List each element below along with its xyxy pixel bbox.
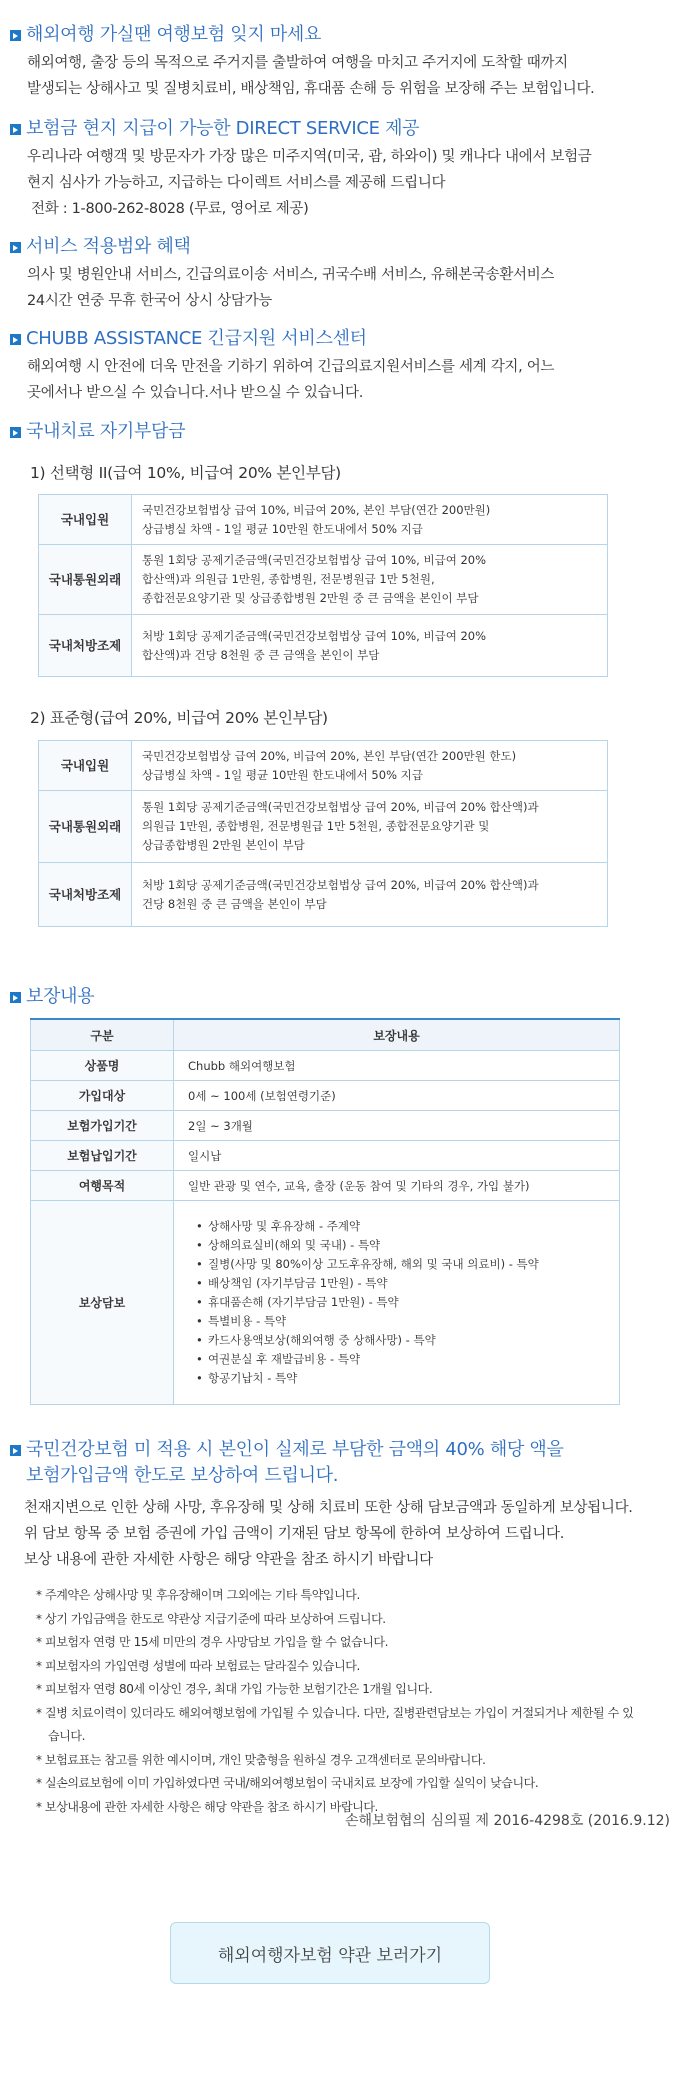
table-row: 국내통원외래 통원 1회당 공제기준금액(국민건강보험법상 급여 10%, 비급여 20% 합산액)과 의원급 1만원, 종합병원, 전문병원급 1만 5천원, 종합전문요양기관 및 상급종합병원 2만원 중 큰 금액을 본인이 부담 [39,545,608,615]
section-title: 보험금 현지 지급이 가능한 DIRECT SERVICE 제공 [10,116,675,142]
list-item: • 휴대품손해 (자기부담금 1만원) - 특약 [208,1293,605,1312]
plan-option-2-table [38,494,608,677]
table-row: 가입대상 0세 ~ 100세 (보험연령기준) [31,1081,620,1111]
plan-option-2-title: 1) 선택형 II(급여 10%, 비급여 20% 본인부담) [30,464,341,482]
section-title: 국민건강보험 미 적용 시 본인이 실제로 부담한 금액의 40% 해당 액을 [10,1437,675,1463]
note-item: * 피보험자 연령 80세 이상인 경우, 최대 가입 가능한 보험기간은 1개월 입니다. [36,1682,433,1696]
note-item: * 보험료표는 참고를 위한 예시이며, 개인 맞춤형을 원하실 경우 고객센터로 문의바랍니다. [36,1752,486,1767]
bullet-arrow-icon [10,30,21,41]
coverage-table [30,1018,620,1405]
section-title: 서비스 적용범와 혜택 [10,234,675,260]
section-travel-insurance [10,22,675,102]
note-item: * 피보험자의 가입연령 성별에 따라 보험료는 달라질수 있습니다. [36,1658,360,1673]
table-row: 보험가입기간 2일 ~ 3개월 [31,1111,620,1141]
note-item: * 보상내용에 관한 자세한 사항은 해당 약관을 참조 하시기 바랍니다. [36,1799,378,1814]
plan-standard-title: 2) 표준형(급여 20%, 비급여 20% 본인부담) [30,709,328,727]
note-item: * 실손의료보험에 이미 가입하였다면 국내/해외여행보험이 국내치료 보장에 가입할 실익이 낮습니다. [36,1776,539,1790]
table-row: 상품명 Chubb 해외여행보험 [31,1051,620,1081]
table-row: 국내처방조제 처방 1회당 공제기준금액(국민건강보험법상 급여 20%, 비급여 20% 합산액)과 건당 8천원 중 큰 금액을 본인이 부담 [39,863,608,927]
section-coverage [10,984,675,1010]
bullet-arrow-icon [10,334,21,345]
section-service-scope [10,234,675,314]
list-item: • 상해의료실비(해외 및 국내) - 특약 [208,1236,605,1255]
table-row: 여행목적 일반 관광 및 연수, 교육, 출장 (운동 참여 및 기타의 경우, 가입 불가) [31,1171,620,1201]
table-row: 보험납입기간 일시납 [31,1141,620,1171]
list-item: • 카드사용액보상(해외여행 중 상해사망) - 특약 [208,1331,605,1350]
deliberation-number: 손해보험협의 심의필 제 2016-4298호 (2016.9.12) [344,1813,670,1829]
list-item: • 특별비용 - 특약 [208,1312,605,1331]
bullet-arrow-icon [10,992,21,1003]
note-item: * 상기 가입금액을 한도로 약관상 지급기준에 따라 보상하여 드립니다. [36,1611,386,1626]
list-item: • 상해사망 및 후유장해 - 주계약 [208,1217,605,1236]
coverage-list [188,1217,605,1388]
list-item: • 배상책임 (자기부담금 1만원) - 특약 [208,1274,605,1293]
bullet-arrow-icon [10,1445,21,1456]
table-header-row: 구분 보장내용 [31,1019,620,1051]
section-chubb-assistance [10,326,675,406]
section-domestic-deductible [10,419,675,445]
view-terms-button[interactable]: 해외여행자보험 약관 보러가기 [170,1922,490,1984]
table-row: 국내통원외래 통원 1회당 공제기준금액(국민건강보험법상 급여 20%, 비급여 20% 합산액)과 의원급 1만원, 종합병원, 전문병원급 1만 5천원, 종합전문요양기관 및 상급종합병원 2만원 본인이 부담 [39,791,608,863]
phone-number: 전화 : 1-800-262-8028 (무료, 영어로 제공) [31,201,309,217]
bullet-arrow-icon [10,242,21,253]
table-row: 국내처방조제 처방 1회당 공제기준금액(국민건강보험법상 급여 10%, 비급여 20% 합산액)과 건당 8천원 중 큰 금액을 본인이 부담 [39,615,608,677]
section-body: 의사 및 병원안내 서비스, 긴급의료이송 서비스, 귀국수배 서비스, 유해본국송환서비스 24시간 연중 무휴 한국어 상시 상담가능 [27,267,555,309]
bullet-arrow-icon [10,427,21,438]
bullet-arrow-icon [10,124,21,135]
plan-standard-table [38,740,608,927]
section-body: 우리나라 여행객 및 방문자가 가장 많은 미주지역(미국, 괌, 하와이) 및 캐나다 내에서 보험금 현지 심사가 가능하고, 지급하는 다이렉트 서비스를 제공해 드립니다 전화 : 1-800-262-8028 (무료, 영어로 제공) [27,144,675,222]
table-row: 보상담보 • 상해사망 및 후유장해 - 주계약 • 상해의료실비(해외 및 국내) - 특약 • 질병(사망 및 80%이상 고도후유장해, 해외 및 국내 의료비) - 특약 • 배상책임 (자기부담금 1만원) - 특약 • 휴대품손해 (자기부담금 1만원) - 특약 • 특별비용 - 특약 • 카드사용액보상(해외여행 중 상해사망) - 특약 • 여권분실 후 재발급비용 - 특약 • 항공기납치 - 특약 [31,1201,620,1405]
table-row: 국내입원 국민건강보험법상 급여 20%, 비급여 20%, 본인 부담(연간 200만원 한도) 상급병실 차액 - 1일 평균 10만원 한도내에서 50% 지급 [39,741,608,791]
list-item: • 질병(사망 및 80%이상 고도후유장해, 해외 및 국내 의료비) - 특약 [208,1255,605,1274]
list-item: • 항공기납치 - 특약 [208,1369,605,1388]
section-title: 해외여행 가실땐 여행보험 잊지 마세요 [10,22,675,48]
section-body: 해외여행 시 안전에 더욱 만전을 기하기 위하여 긴급의료지원서비스를 세계 각지, 어느 곳에서나 받으실 수 있습니다.서나 받으실 수 있습니다. [27,359,555,401]
section-title: CHUBB ASSISTANCE 긴급지원 서비스센터 [10,326,675,352]
section-title-continued: 보험가입금액 한도로 보상하여 드립니다. [26,1465,339,1486]
section-uninsured-compensation [10,1437,675,1573]
section-body: 해외여행, 출장 등의 목적으로 주거지를 출발하여 여행을 마치고 주거지에 도착할 때까지 발생되는 상해사고 및 질병치료비, 배상책임, 휴대품 손해 등 위험을 보장해 주는 보험입니다. [27,55,595,97]
section-direct-service [10,116,675,222]
table-row: 국내입원 국민건강보험법상 급여 10%, 비급여 20%, 본인 부담(연간 200만원) 상급병실 차액 - 1일 평균 10만원 한도내에서 50% 지급 [39,495,608,545]
section-body: 천재지변으로 인한 상해 사망, 후유장해 및 상해 치료비 또한 상해 담보금액과 동일하게 보상됩니다. 위 담보 항목 중 보험 증권에 가입 금액이 기재된 담보 항목에 한하여 보상하여 드립니다. 보상 내용에 관한 자세한 사항은 해당 약관을 참조 하시기 바랍니다 [24,1500,633,1568]
note-item: * 주계약은 상해사망 및 후유장해이며 그외에는 기타 특약입니다. [36,1588,360,1602]
list-item: • 여권분실 후 재발급비용 - 특약 [208,1350,605,1369]
note-item: * 질병 치료이력이 있더라도 해외여행보험에 가입될 수 있습니다. 다만, 질병관련담보는 가입이 거절되거나 제한될 수 있습니다. [36,1705,634,1743]
notes-list [36,1584,636,1819]
section-title: 국내치료 자기부담금 [10,419,675,445]
note-item: * 피보험자 연령 만 15세 미만의 경우 사망담보 가입을 할 수 없습니다. [36,1635,389,1649]
section-title: 보장내용 [10,984,675,1010]
